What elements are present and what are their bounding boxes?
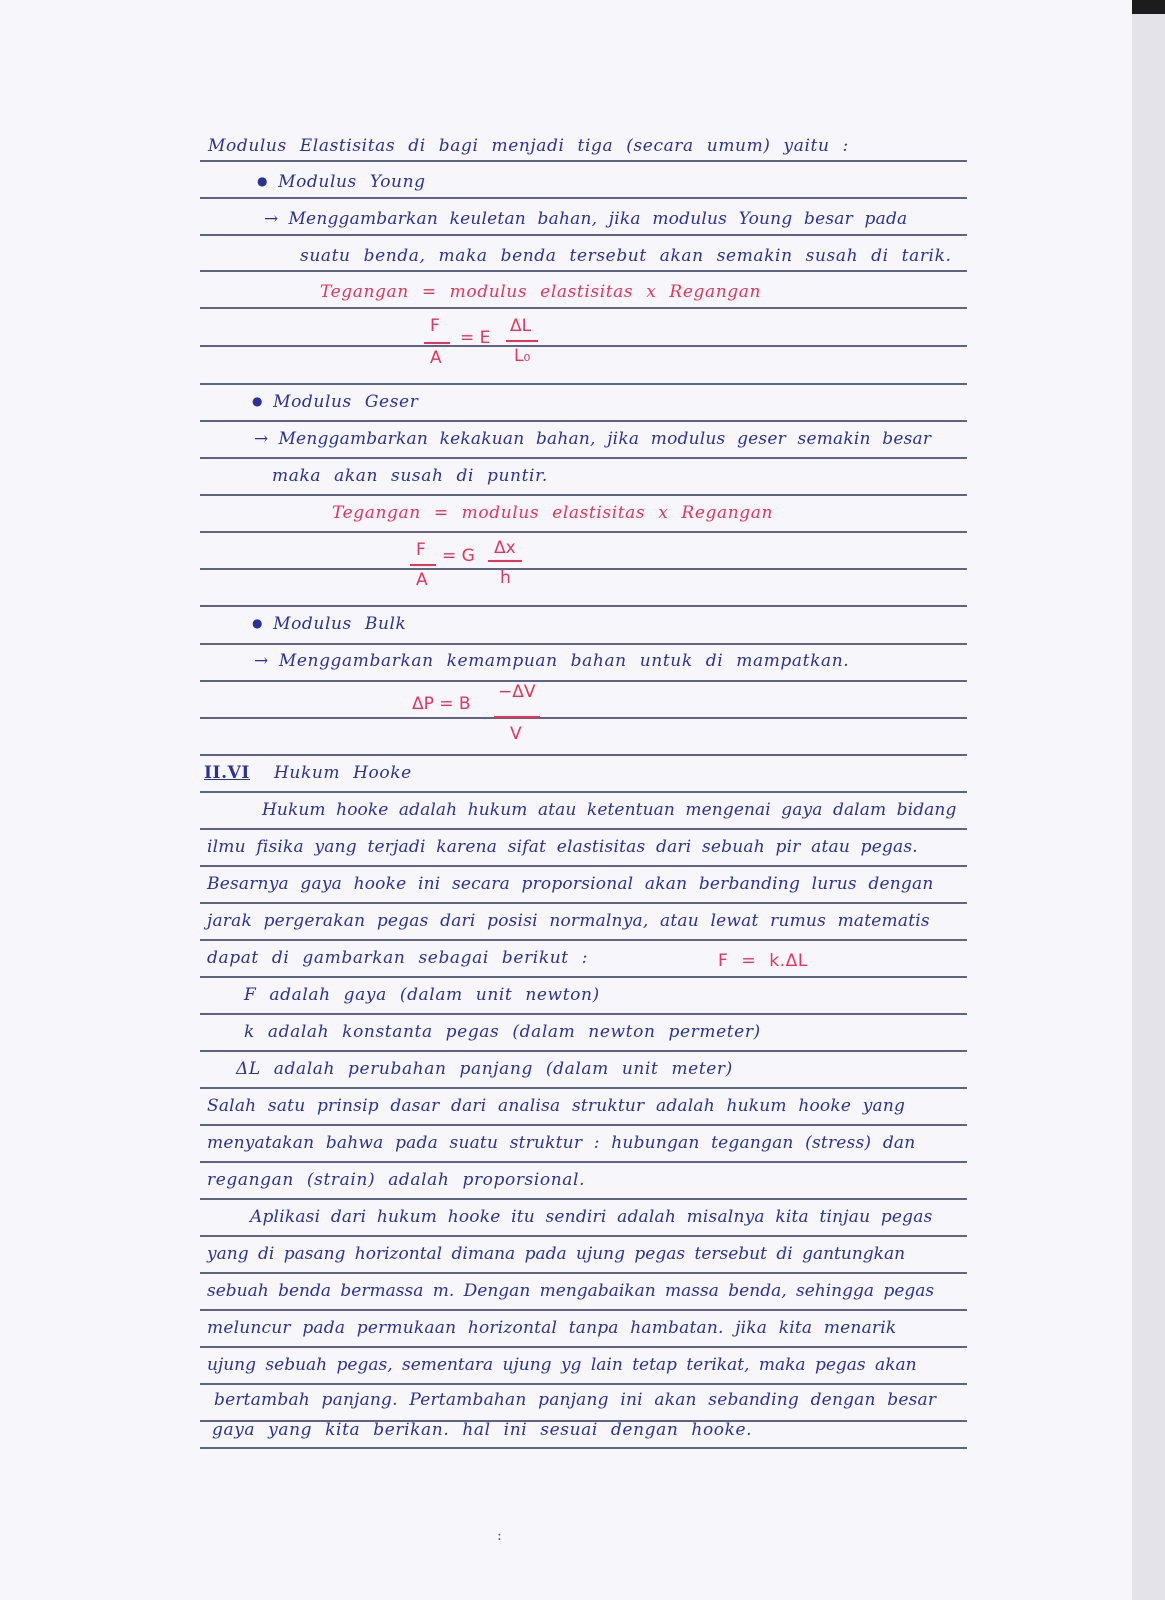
ruled-line	[200, 791, 967, 793]
ruled-line	[200, 865, 967, 867]
arrow-icon: →	[254, 429, 269, 449]
ruled-line	[200, 1346, 967, 1348]
formula-denominator-a: A	[416, 570, 428, 590]
paragraph-3-line-2: yang di pasang horizontal dimana pada ujung pegas tersebut di gantungkan	[207, 1244, 906, 1264]
ruled-line	[200, 270, 967, 272]
ruled-line	[200, 754, 967, 756]
paragraph-1-line-1: Hukum hooke adalah hukum atau ketentuan mengenai gaya dalam bidang	[262, 800, 957, 820]
ruled-line	[200, 383, 967, 385]
formula-numerator-dx: Δx	[494, 538, 516, 558]
ruled-line	[200, 197, 967, 199]
fraction-bar	[488, 560, 522, 562]
paragraph-2-line-1: Salah satu prinsip dasar dari analisa struktur adalah hukum hooke yang	[207, 1096, 906, 1116]
paragraph-1-line-2: ilmu fisika yang terjadi karena sifat elastisitas dari sebuah pir atau pegas.	[207, 837, 918, 857]
paragraph-3-line-7: gaya yang kita berikan. hal ini sesuai dengan hooke.	[212, 1420, 753, 1440]
definition-f: F adalah gaya (dalam unit newton)	[244, 985, 600, 1005]
ruled-line	[200, 643, 967, 645]
formula-denominator-l0: L₀	[514, 346, 531, 366]
ruled-line	[200, 1235, 967, 1237]
ruled-line	[200, 1272, 967, 1274]
paragraph-3-line-3: sebuah benda bermassa m. Dengan mengabaikan massa benda, sehingga pegas	[207, 1281, 935, 1301]
geser-relation: Tegangan = modulus elastisitas x Regangan	[332, 503, 774, 523]
ruled-line	[200, 976, 967, 978]
formula-left-side: ΔP = B	[412, 694, 471, 714]
scan-edge	[1132, 0, 1165, 1600]
bullet-modulus-young	[257, 172, 426, 192]
section-title: Hukum Hooke	[273, 763, 412, 783]
bullet-label: Modulus Geser	[273, 392, 419, 412]
arrow-icon: →	[264, 209, 279, 229]
ruled-line	[200, 1161, 967, 1163]
paragraph-2-line-2: menyatakan bahwa pada suatu struktur : hubungan tegangan (stress) dan	[207, 1133, 916, 1153]
paragraph-3-line-4: meluncur pada permukaan horizontal tanpa hambatan. jika kita menarik	[207, 1318, 897, 1338]
description-text: Menggambarkan keuletan bahan, jika modulus Young besar pada	[288, 209, 908, 229]
ruled-line	[200, 234, 967, 236]
bulk-description	[254, 651, 849, 671]
fraction-bar	[424, 342, 450, 344]
fraction-bar	[506, 340, 538, 342]
formula-numerator-f: F	[430, 316, 440, 336]
ruled-line	[200, 1124, 967, 1126]
section-number: II.VI	[204, 763, 250, 783]
bullet-modulus-bulk	[252, 614, 406, 634]
bullet-modulus-geser	[252, 392, 418, 412]
formula-numerator-dv: −ΔV	[498, 682, 536, 702]
formula-bulk	[412, 682, 562, 742]
ruled-line	[200, 1013, 967, 1015]
paragraph-1-line-5: dapat di gambarkan sebagai berikut :	[207, 948, 589, 968]
scan-corner-mark	[1132, 0, 1165, 14]
ruled-line	[200, 717, 967, 719]
formula-equals-g: = G	[442, 546, 475, 566]
formula-young	[420, 316, 560, 376]
ruled-line	[200, 1309, 967, 1311]
ruled-line	[200, 680, 967, 682]
paragraph-1-line-3: Besarnya gaya hooke ini secara proporsional akan berbanding lurus dengan	[207, 874, 934, 894]
formula-numerator-f: F	[416, 540, 426, 560]
formula-numerator-dl: ΔL	[510, 316, 532, 336]
bullet-label: Modulus Bulk	[273, 614, 407, 634]
ruled-line	[200, 494, 967, 496]
definition-dl: ΔL adalah perubahan panjang (dalam unit meter)	[236, 1059, 733, 1079]
fraction-bar	[410, 564, 436, 566]
ruled-line	[200, 420, 967, 422]
stray-mark: :	[497, 1528, 502, 1544]
ruled-line	[200, 1198, 967, 1200]
young-description-1	[264, 209, 907, 229]
paragraph-3-line-6: bertambah panjang. Pertambahan panjang ini akan sebanding dengan besar	[214, 1390, 937, 1410]
geser-description-2: maka akan susah di puntir.	[272, 466, 548, 486]
formula-denominator-v: V	[510, 724, 522, 744]
formula-denominator-h: h	[500, 568, 511, 588]
ruled-line	[200, 160, 967, 162]
young-relation: Tegangan = modulus elastisitas x Regangan	[320, 282, 762, 302]
ruled-line	[200, 1087, 967, 1089]
hooke-formula: F = k.ΔL	[718, 951, 808, 971]
bullet-icon: ●	[257, 174, 269, 188]
bullet-label: Modulus Young	[278, 172, 426, 192]
paragraph-3-line-5: ujung sebuah pegas, sementara ujung yg lain tetap terikat, maka pegas akan	[207, 1355, 917, 1375]
ruled-line	[200, 1383, 967, 1385]
formula-equals-e: = E	[460, 328, 491, 348]
intro-line: Modulus Elastisitas di bagi menjadi tiga (secara umum) yaitu :	[208, 136, 849, 156]
paragraph-2-line-3: regangan (strain) adalah proporsional.	[207, 1170, 586, 1190]
geser-description-1	[254, 429, 931, 449]
ruled-line	[200, 307, 967, 309]
ruled-line	[200, 828, 967, 830]
ruled-line	[200, 939, 967, 941]
ruled-line	[200, 1447, 967, 1449]
section-heading-hukum-hooke	[204, 763, 412, 783]
formula-denominator-a: A	[430, 348, 442, 368]
ruled-line	[200, 531, 967, 533]
young-description-2: suatu benda, maka benda tersebut akan semakin susah di tarik.	[300, 246, 952, 266]
ruled-line	[200, 568, 967, 570]
arrow-icon: →	[254, 651, 269, 671]
ruled-line	[200, 902, 967, 904]
paragraph-1-line-4: jarak pergerakan pegas dari posisi normalnya, atau lewat rumus matematis	[207, 911, 930, 931]
ruled-line	[200, 1050, 967, 1052]
ruled-line	[200, 457, 967, 459]
bullet-icon: ●	[252, 616, 264, 630]
definition-k: k adalah konstanta pegas (dalam newton permeter)	[244, 1022, 761, 1042]
ruled-line	[200, 345, 967, 347]
bullet-icon: ●	[252, 394, 264, 408]
description-text: Menggambarkan kemampuan bahan untuk di mampatkan.	[278, 651, 850, 671]
description-text: Menggambarkan kekakuan bahan, jika modulus geser semakin besar	[278, 429, 932, 449]
ruled-line	[200, 605, 967, 607]
fraction-bar	[494, 716, 540, 718]
paragraph-3-line-1: Aplikasi dari hukum hooke itu sendiri adalah misalnya kita tinjau pegas	[250, 1207, 933, 1227]
formula-geser	[408, 538, 548, 598]
